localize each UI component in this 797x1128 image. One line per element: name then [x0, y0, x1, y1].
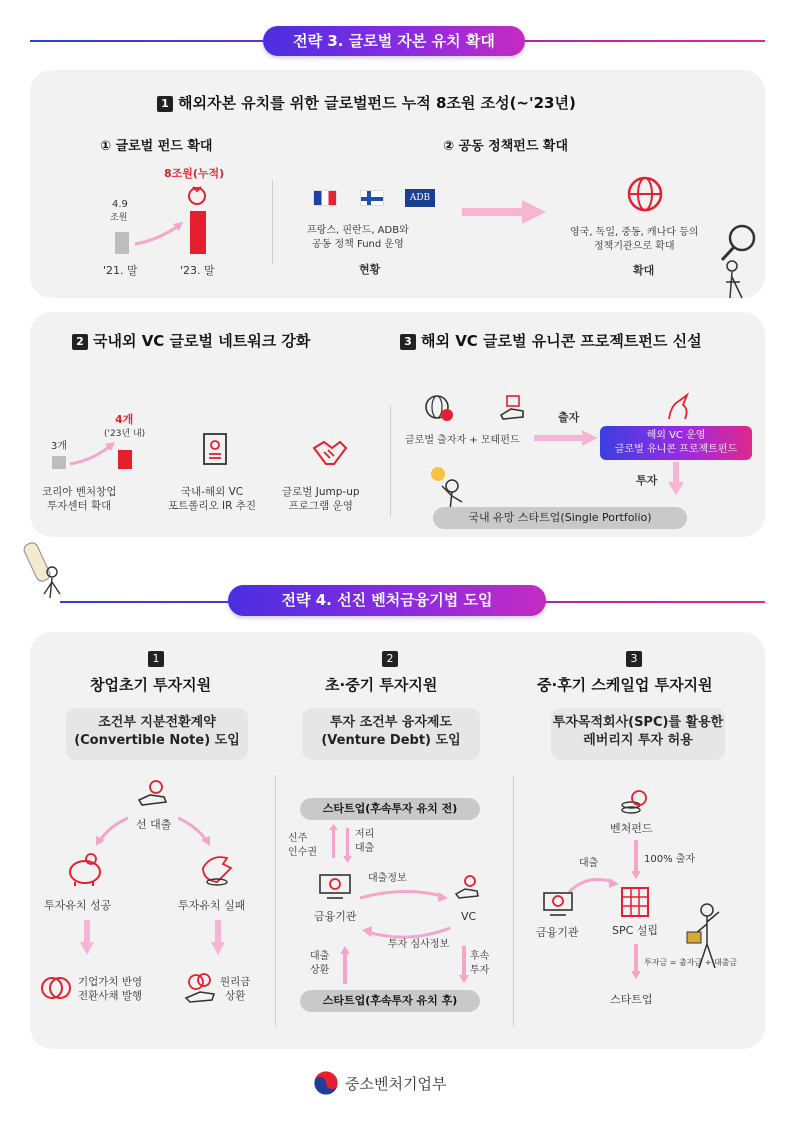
piggy-bank-icon: [65, 852, 107, 888]
sec3-invest-label: 출자: [558, 411, 580, 424]
col3-loan: 대출: [579, 858, 599, 869]
sec2-arrow: [68, 438, 118, 468]
col1-number: 1: [148, 651, 164, 667]
col2-startup-before: 스타트업(후속투자 유치 전): [300, 798, 480, 820]
sec3-number: 3: [400, 334, 416, 350]
footer-ministry: 중소벤처기업부: [345, 1075, 447, 1093]
x-label-2021: '21. 말: [103, 264, 138, 277]
col1-result1: 기업가치 반영 전환사채 발행: [78, 976, 143, 1003]
bar-2021: [115, 232, 129, 254]
globe-icon: [626, 175, 664, 213]
current-label: 현황: [359, 263, 381, 276]
sec3-title: 해외 VC 글로벌 유니콘 프로젝트펀드 신설: [421, 332, 702, 350]
adb-logo-icon: ADB: [405, 189, 435, 207]
col2-loan-info: 대출정보: [368, 873, 407, 884]
sec1-heading: [157, 92, 576, 113]
col2-vc: VC: [461, 910, 477, 923]
col3-venture-fund: 벤처펀드: [610, 822, 653, 835]
sec2-bar2-label: 4개: [115, 413, 134, 426]
sub2-title: ② 공동 정책펀드 확대: [443, 139, 569, 154]
expand-arrow: [462, 200, 547, 224]
col3-arrow-down-2: [631, 944, 641, 980]
col3-spc: SPC 설립: [612, 924, 659, 937]
col2-box: 투자 조건부 융자제도 (Venture Debt) 도입: [302, 708, 480, 760]
sec2-bar2: [118, 450, 132, 469]
computer-money-icon: [317, 872, 353, 902]
strategy3-title: 전략 3. 글로벌 자본 유치 확대: [263, 26, 525, 56]
col-separator-1: [275, 775, 276, 1027]
col2-repay: 대출 상환: [310, 951, 330, 976]
col2-startup-after: 스타트업(후속투자 유치 후): [300, 990, 480, 1012]
magnifier-person-illustration: [712, 222, 762, 300]
col1-success: 투자유치 성공: [44, 899, 112, 912]
col2-bank: 금융기관: [314, 910, 357, 923]
sub1-title: ① 글로벌 펀드 확대: [100, 139, 213, 154]
sec3-investor: 글로벌 출자자 + 모태펀드: [405, 435, 520, 446]
bar-2023: [190, 211, 206, 254]
col-separator-2: [513, 775, 514, 1027]
col2-arrow-to-vc: [358, 884, 453, 906]
col3-box: 투자목적회사(SPC)를 활용한 레버리지 투자 허용: [551, 708, 725, 760]
col2-arrow-down: [459, 946, 469, 984]
col1-arrow-right-down: [211, 920, 225, 956]
sec2-item2: 국내-해외 VC 포트폴리오 IR 추진: [168, 486, 257, 513]
strategy4-title: 전략 4. 선진 벤처금융기법 도입: [228, 585, 546, 616]
building-icon: [618, 885, 652, 919]
col1-arrows: [88, 812, 218, 852]
sec3-heading: [400, 330, 702, 351]
col1-fail: 투자유치 실패: [178, 899, 246, 912]
sec1-separator: [272, 180, 273, 265]
hand-coins-icon: [182, 970, 218, 1004]
col1-box: 조건부 지분전환계약 (Convertible Note) 도입: [66, 708, 248, 760]
sec3-startup-bar: 국내 유망 스타트업(Single Portfolio): [433, 507, 687, 529]
coin-stack-icon: [619, 788, 649, 816]
col2-follow: 후속 투자: [470, 951, 490, 976]
col2-arrow-up: [340, 946, 350, 984]
coins-icon: [40, 972, 74, 1004]
col3-invest100: 100% 출자: [644, 854, 696, 865]
col3-startup: 스타트업: [610, 993, 653, 1006]
sec2-bar1: [52, 456, 66, 469]
col3-arrow-down-1: [631, 840, 641, 880]
sec3-fund-box: 해외 VC 운영 글로벌 유니콘 프로젝트펀드: [600, 426, 752, 460]
sec2-item1: 코리아 벤처창업 투자센터 확대: [42, 486, 117, 513]
sec3-arrow-down: [668, 462, 684, 496]
col1-title: 창업초기 투자지원: [90, 676, 212, 694]
growth-arrow: [133, 218, 188, 248]
sec2-number: 2: [72, 334, 88, 350]
lightbulb-person-illustration: [428, 462, 468, 512]
finland-flag-icon: [360, 190, 384, 206]
hand-coin-vc-icon: [453, 872, 483, 902]
unicorn-icon: [663, 393, 693, 423]
col2-review-info: 투자 심사정보: [388, 939, 450, 950]
sec2-bar2-note: ('23년 내): [104, 429, 146, 439]
bar2-value: 8조원(누적): [164, 167, 225, 180]
col2-warrant: 신주 인수권: [288, 833, 317, 858]
handshake-icon: [312, 438, 348, 468]
sec2-separator: [390, 405, 391, 517]
computer-bank-icon: [541, 890, 575, 920]
col1-loan: 선 대출: [136, 818, 172, 831]
current-text: 프랑스, 핀란드, ADB와 공동 정책 Fund 운영: [307, 225, 409, 250]
sec2-item3: 글로벌 Jump-up 프로그램 운영: [282, 486, 360, 513]
col2-updown-arrows: [329, 824, 353, 864]
sec1-number: 1: [157, 96, 173, 112]
col2-number: 2: [382, 651, 398, 667]
document-icon: [201, 432, 229, 466]
x-label-2023: '23. 말: [180, 264, 215, 277]
col3-bank: 금융기관: [536, 926, 579, 939]
bar1-unit: 조원: [110, 213, 128, 223]
col2-title: 초·중기 투자지원: [325, 676, 438, 694]
france-flag-icon: [313, 190, 337, 206]
col3-number: 3: [626, 651, 642, 667]
col3-title: 중·후기 스케일업 투자지원: [537, 676, 713, 694]
expand-label: 확대: [633, 264, 655, 277]
col1-arrow-left-down: [80, 920, 94, 956]
broken-coins-icon: [197, 850, 239, 888]
sec3-invest2-label: 투자: [636, 474, 658, 487]
government-emblem-icon: [313, 1070, 339, 1096]
sec1-title: 해외자본 유치를 위한 글로벌펀드 누적 8조원 조성(~'23년): [178, 94, 576, 112]
hand-money-icon: [497, 393, 527, 423]
scroll-person-illustration: [16, 538, 71, 600]
sec2-title: 국내외 VC 글로벌 네트워크 강화: [93, 332, 311, 350]
money-bag-icon: [186, 182, 208, 206]
expand-text: 영국, 독일, 중동, 캐나다 등의 정책기관으로 확대: [570, 227, 699, 252]
hand-coin-icon: [136, 778, 172, 808]
bar1-value: 4.9: [112, 199, 128, 210]
col1-result2: 원리금 상환: [220, 976, 251, 1003]
sec3-arrow-right: [534, 430, 599, 446]
sec2-heading: [72, 330, 310, 351]
col2-low-rate: 저리 대출: [355, 829, 375, 854]
col3-arrow-to-spc: [567, 870, 622, 896]
sec2-bar1-label: 3개: [51, 441, 68, 452]
col3-formula: 투자금 = 출자금 + 대출금: [644, 958, 738, 967]
globe-coin-icon: [423, 393, 457, 425]
